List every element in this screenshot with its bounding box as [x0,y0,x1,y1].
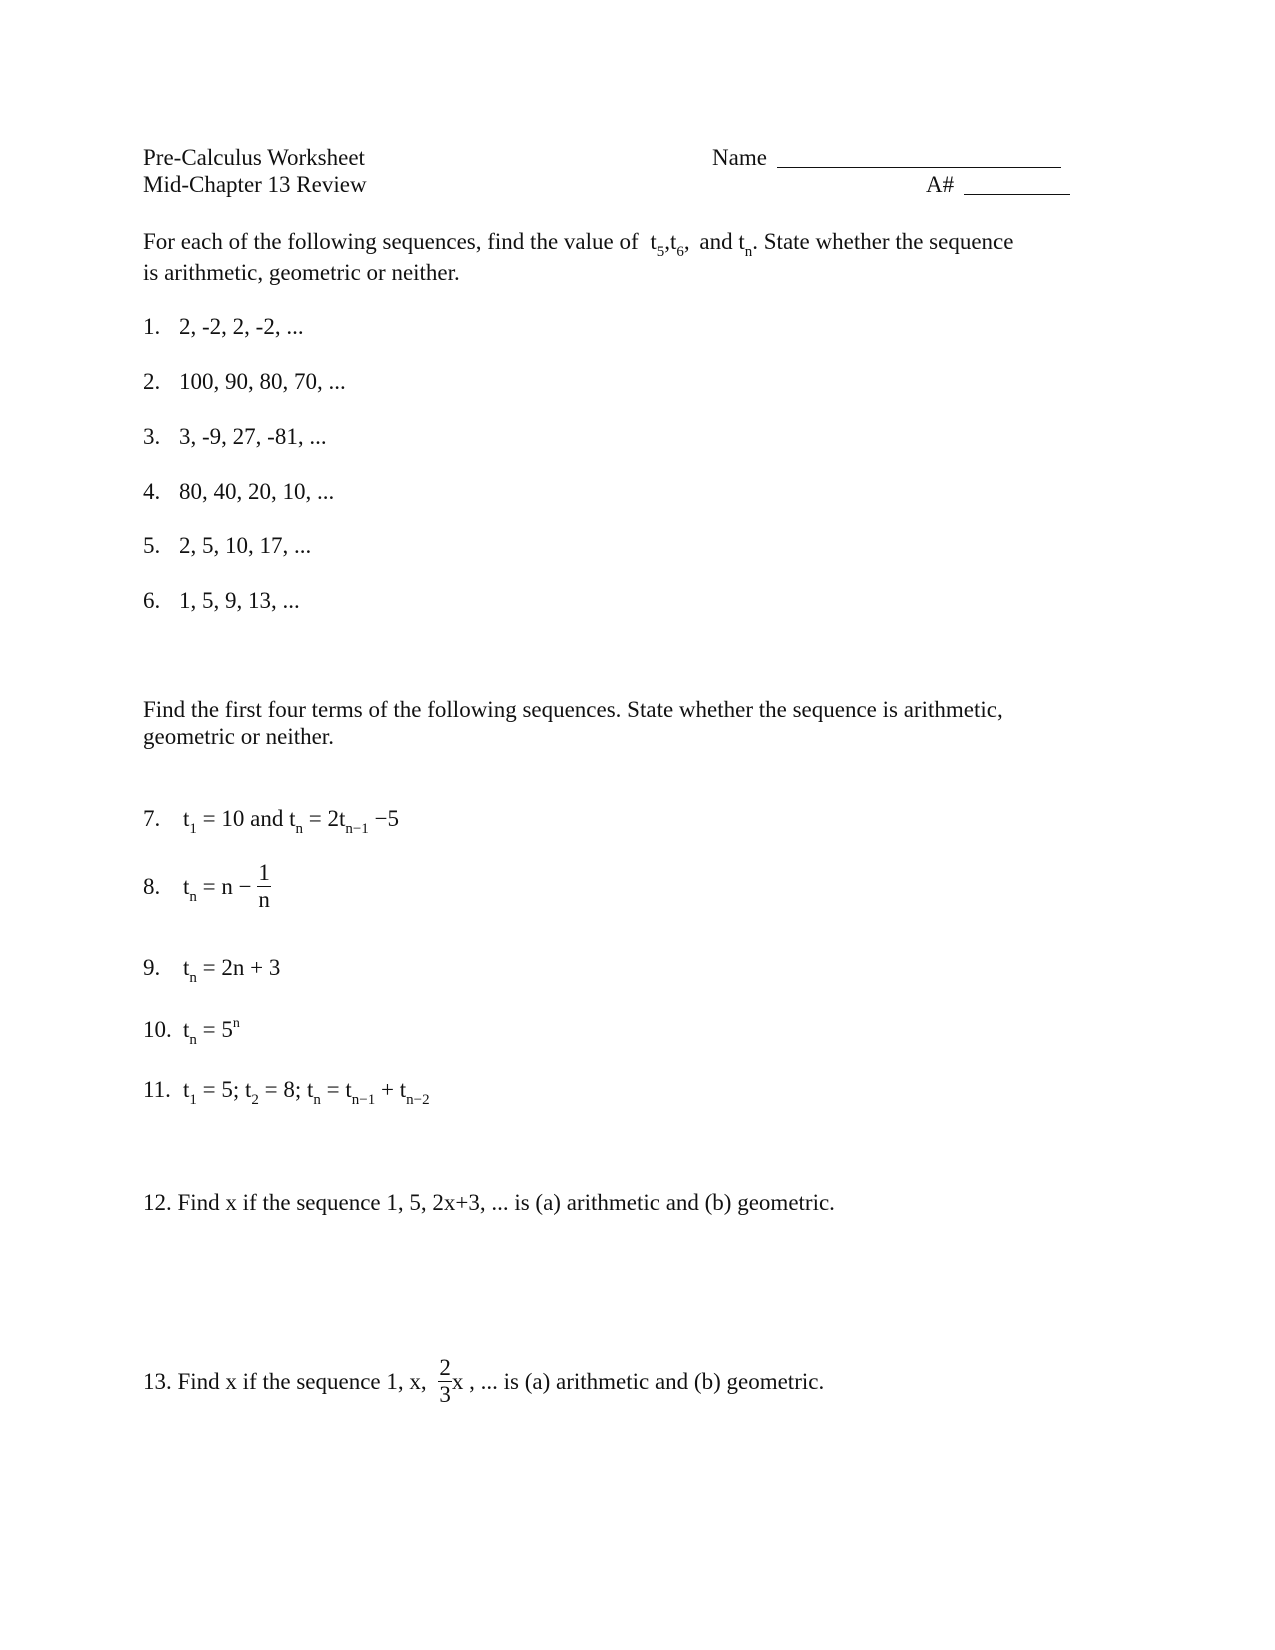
worksheet-subtitle: Mid-Chapter 13 Review [143,172,367,197]
section2-intro-line1: Find the first four terms of the following sequences. State whether the sequence is arithmetic, [143,697,1003,722]
list-item: 3. 3, -9, 27, -81, ... [143,424,327,449]
list-item: 6. 1, 5, 9, 13, ... [143,588,300,613]
section1-intro-line2: is arithmetic, geometric or neither. [143,260,460,285]
question-12: 12. Find x if the sequence 1, 5, 2x+3, ... is (a) arithmetic and (b) geometric. [143,1190,835,1215]
id-blank[interactable] [964,176,1070,195]
name-field[interactable] [712,144,1061,172]
fraction-two-thirds: $\frac{2}{3}$ [439,1355,451,1408]
id-field[interactable] [926,171,1070,199]
question-7: 7. $t_1 = 10$ and $t_n = 2t_{n-1} -5$ [143,806,400,837]
id-label: A# [926,172,955,197]
question-13: 13. Find x if the sequence 1, x, $\frac{2}{3}$ x , ... is (a) arithmetic and (b) geometric. [143,1355,825,1408]
name-blank[interactable] [777,149,1061,168]
list-item: 4. 80, 40, 20, 10, ... [143,479,335,504]
list-item: 1. 2, -2, 2, -2, ... [143,314,304,339]
question-11: 11. $t_1 = 5$; $t_2 = 8$; $t_n = t_{n-1} + t_{n-2}$ [143,1077,430,1108]
worksheet-title: Pre-Calculus Worksheet [143,145,365,170]
section2-intro-line2: geometric or neither. [143,724,334,749]
fraction-one-over-n: $\frac{1}{n}$ [258,860,270,913]
list-item: 5. 2, 5, 10, 17, ... [143,533,312,558]
question-8: 8. $t_n = n$ − $\frac{1}{n}$ [143,860,270,913]
section1-intro-line1: For each of the following sequences, find the value of $t_5,t_6$, and $t_n$. State whether the sequence [143,229,1014,260]
name-label: Name [712,145,767,170]
list-item: 2. 100, 90, 80, 70, ... [143,369,346,394]
question-10: 10. $t_n = 5^n$ [143,1016,240,1048]
question-9: 9. $t_n = 2n + 3$ [143,955,281,986]
